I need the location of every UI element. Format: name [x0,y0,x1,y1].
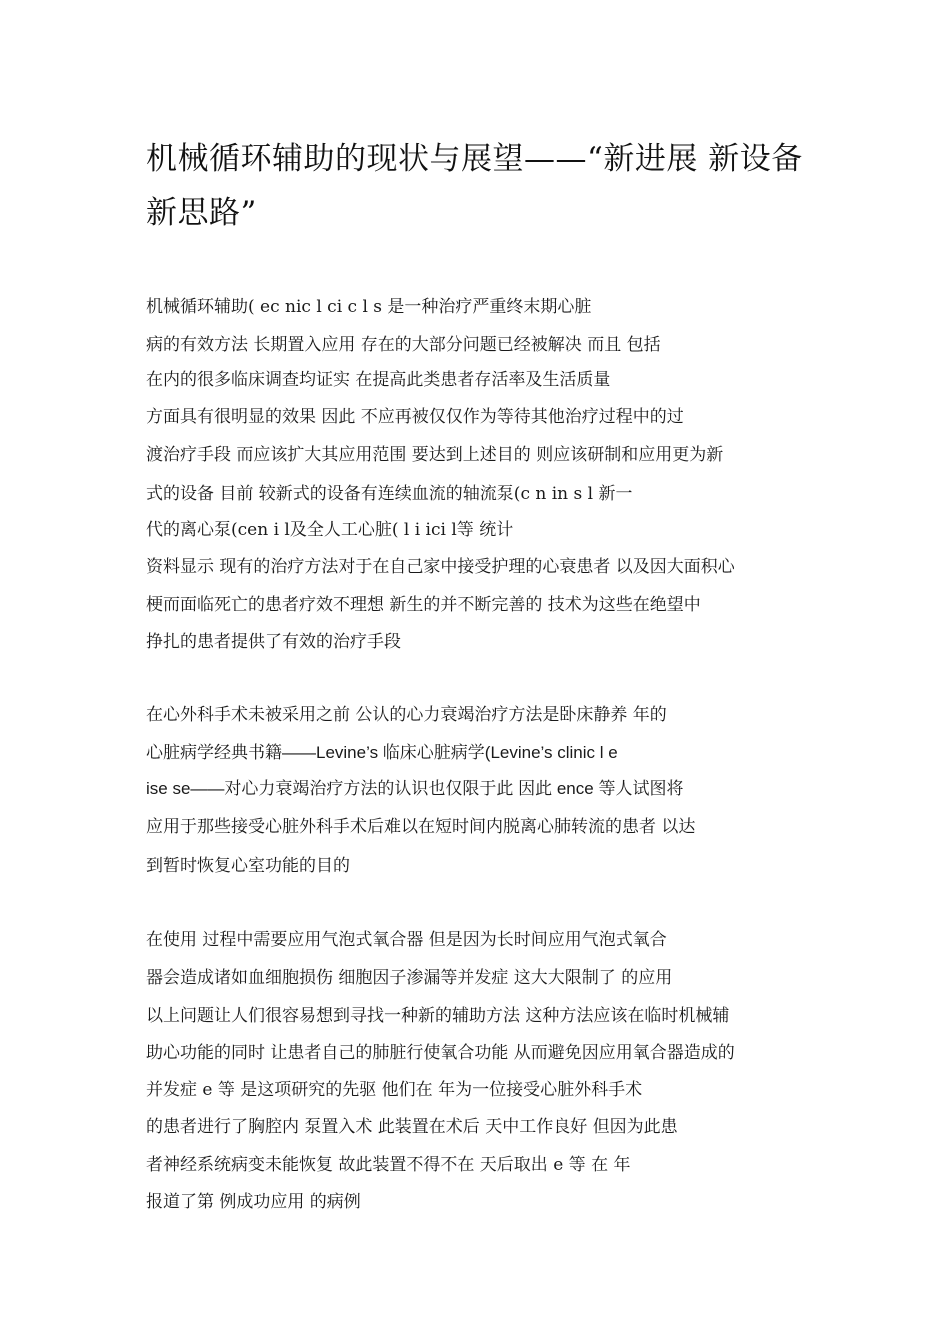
paragraph-line: 到暂时恢复心室功能的目的 [146,856,350,876]
paragraph-line: 渡治疗手段 而应该扩大其应用范围 要达到上述目的 则应该研制和应用更为新 [146,445,724,465]
paragraph-line: 病的有效方法 长期置入应用 存在的大部分问题已经被解决 而且 包括 [146,335,661,355]
paragraph-line: 器会造成诸如血细胞损伤 细胞因子渗漏等并发症 这大大限制了 的应用 [146,968,673,988]
paragraph-line: 以上问题让人们很容易想到寻找一种新的辅助方法 这种方法应该在临时机械辅 [146,1006,730,1026]
paragraph-line: 应用于那些接受心脏外科手术后难以在短时间内脱离心肺转流的患者 以达 [146,817,696,837]
document-title: 机械循环辅助的现状与展望——“新进展 新设备 新思路” [146,141,803,231]
paragraph-line: 式的设备 目前 较新式的设备有连续血流的轴流泵(c n in s l 新一 [146,484,633,504]
paragraph-line: 助心功能的同时 让患者自己的肺脏行使氧合功能 从而避免因应用氧合器造成的 [146,1043,735,1063]
paragraph-line: 在内的很多临床调查均证实 在提高此类患者存活率及生活质量 [146,370,611,390]
paragraph-line: 报道了第 例成功应用 的病例 [146,1192,361,1212]
paragraph-line: 的患者进行了胸腔内 泵置入术 此装置在术后 天中工作良好 但因为此患 [146,1117,678,1137]
paragraph-line: 在使用 过程中需要应用气泡式氧合器 但是因为长时间应用气泡式氧合 [146,930,667,950]
paragraph-line: 并发症 e 等 是这项研究的先驱 他们在 年为一位接受心脏外科手术 [146,1080,643,1100]
paragraph-line: 挣扎的患者提供了有效的治疗手段 [146,632,401,652]
paragraph-line: 在心外科手术未被采用之前 公认的心力衰竭治疗方法是卧床静养 年的 [146,705,667,725]
paragraph-line: 梗而面临死亡的患者疗效不理想 新生的并不断完善的 技术为这些在绝望中 [146,595,701,615]
paragraph-line: 机械循环辅助( ec nic l ci c l s 是一种治疗严重终末期心脏 [146,297,592,317]
paragraph-line: 方面具有很明显的效果 因此 不应再被仅仅作为等待其他治疗过程中的过 [146,407,684,427]
paragraph-line: ise se——对心力衰竭治疗方法的认识也仅限于此 因此 ence 等人试图将 [146,779,684,798]
paragraph-line: 资料显示 现有的治疗方法对于在自己家中接受护理的心衰患者 以及因大面积心 [146,557,735,577]
paragraph-line: 代的离心泵(cen i l及全人工心脏( l i ici l等 统计 [146,520,514,540]
paragraph-line: 心脏病学经典书籍——Levine’s 临床心脏病学(Levine’s clinic l e [146,743,618,762]
paragraph-line: 者神经系统病变未能恢复 故此装置不得不在 天后取出 e 等 在 年 [146,1155,631,1175]
